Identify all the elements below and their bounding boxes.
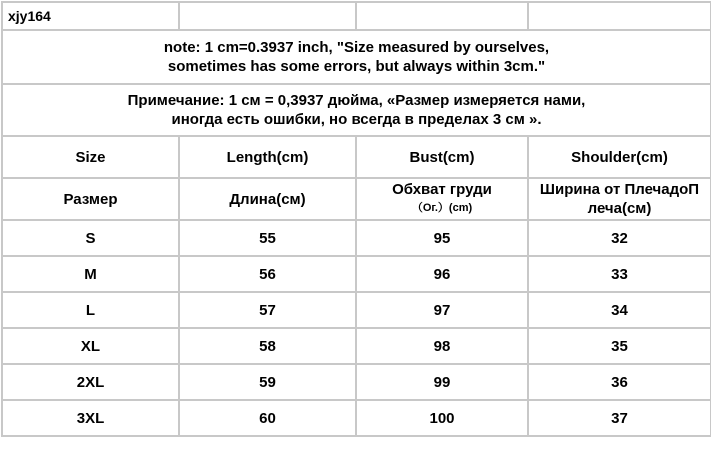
note-en-line1: note: 1 cm=0.3937 inch, "Size measured by ourselves, <box>163 39 550 56</box>
size-cell: S <box>2 220 179 256</box>
header-bust-ru-line2: （Ог.）(cm) <box>411 202 473 214</box>
length-cell: 58 <box>179 328 356 364</box>
length-cell: 55 <box>179 220 356 256</box>
table-row <box>2 292 711 328</box>
note-en-row <box>2 30 711 84</box>
size-chart-table <box>1 1 711 437</box>
table-row <box>2 364 711 400</box>
header-row-en <box>2 136 711 178</box>
header-size-ru: Размер <box>2 178 179 220</box>
header-size: Size <box>2 136 179 178</box>
bust-cell: 97 <box>356 292 528 328</box>
note-ru <box>2 84 711 136</box>
size-cell: L <box>2 292 179 328</box>
header-shoulder: Shoulder(cm) <box>528 136 711 178</box>
empty-cell <box>356 2 528 30</box>
bust-cell: 100 <box>356 400 528 436</box>
bust-cell: 99 <box>356 364 528 400</box>
table-row <box>2 400 711 436</box>
table-row <box>2 256 711 292</box>
shoulder-cell: 37 <box>528 400 711 436</box>
shoulder-cell: 32 <box>528 220 711 256</box>
empty-cell <box>528 2 711 30</box>
note-ru-line2: иногда есть ошибки, но всегда в пределах 3 см ». <box>171 111 542 128</box>
bust-cell: 98 <box>356 328 528 364</box>
size-cell: 2XL <box>2 364 179 400</box>
shoulder-cell: 35 <box>528 328 711 364</box>
header-shoulder-ru-line2: леча(см) <box>587 200 652 217</box>
length-cell: 59 <box>179 364 356 400</box>
length-cell: 60 <box>179 400 356 436</box>
header-bust-ru-line1: Обхват груди <box>392 181 492 198</box>
size-cell: 3XL <box>2 400 179 436</box>
header-bust: Bust(cm) <box>356 136 528 178</box>
table-row <box>2 328 711 364</box>
product-code: xjy164 <box>2 2 179 30</box>
bust-cell: 95 <box>356 220 528 256</box>
header-row-ru <box>2 178 711 220</box>
note-ru-line1: Примечание: 1 см = 0,3937 дюйма, «Размер измеряется нами, <box>127 92 586 109</box>
length-cell: 57 <box>179 292 356 328</box>
table-row <box>2 220 711 256</box>
code-row <box>2 2 711 30</box>
note-en-line2: sometimes has some errors, but always within 3cm." <box>167 58 546 75</box>
bust-cell: 96 <box>356 256 528 292</box>
size-cell: XL <box>2 328 179 364</box>
note-ru-row <box>2 84 711 136</box>
shoulder-cell: 36 <box>528 364 711 400</box>
header-length-ru: Длина(см) <box>179 178 356 220</box>
shoulder-cell: 33 <box>528 256 711 292</box>
empty-cell <box>179 2 356 30</box>
length-cell: 56 <box>179 256 356 292</box>
header-bust-ru <box>356 178 528 220</box>
note-en <box>2 30 711 84</box>
shoulder-cell: 34 <box>528 292 711 328</box>
header-shoulder-ru <box>528 178 711 220</box>
size-cell: M <box>2 256 179 292</box>
header-length: Length(cm) <box>179 136 356 178</box>
header-shoulder-ru-line1: Ширина от ПлечадоП <box>539 181 700 198</box>
